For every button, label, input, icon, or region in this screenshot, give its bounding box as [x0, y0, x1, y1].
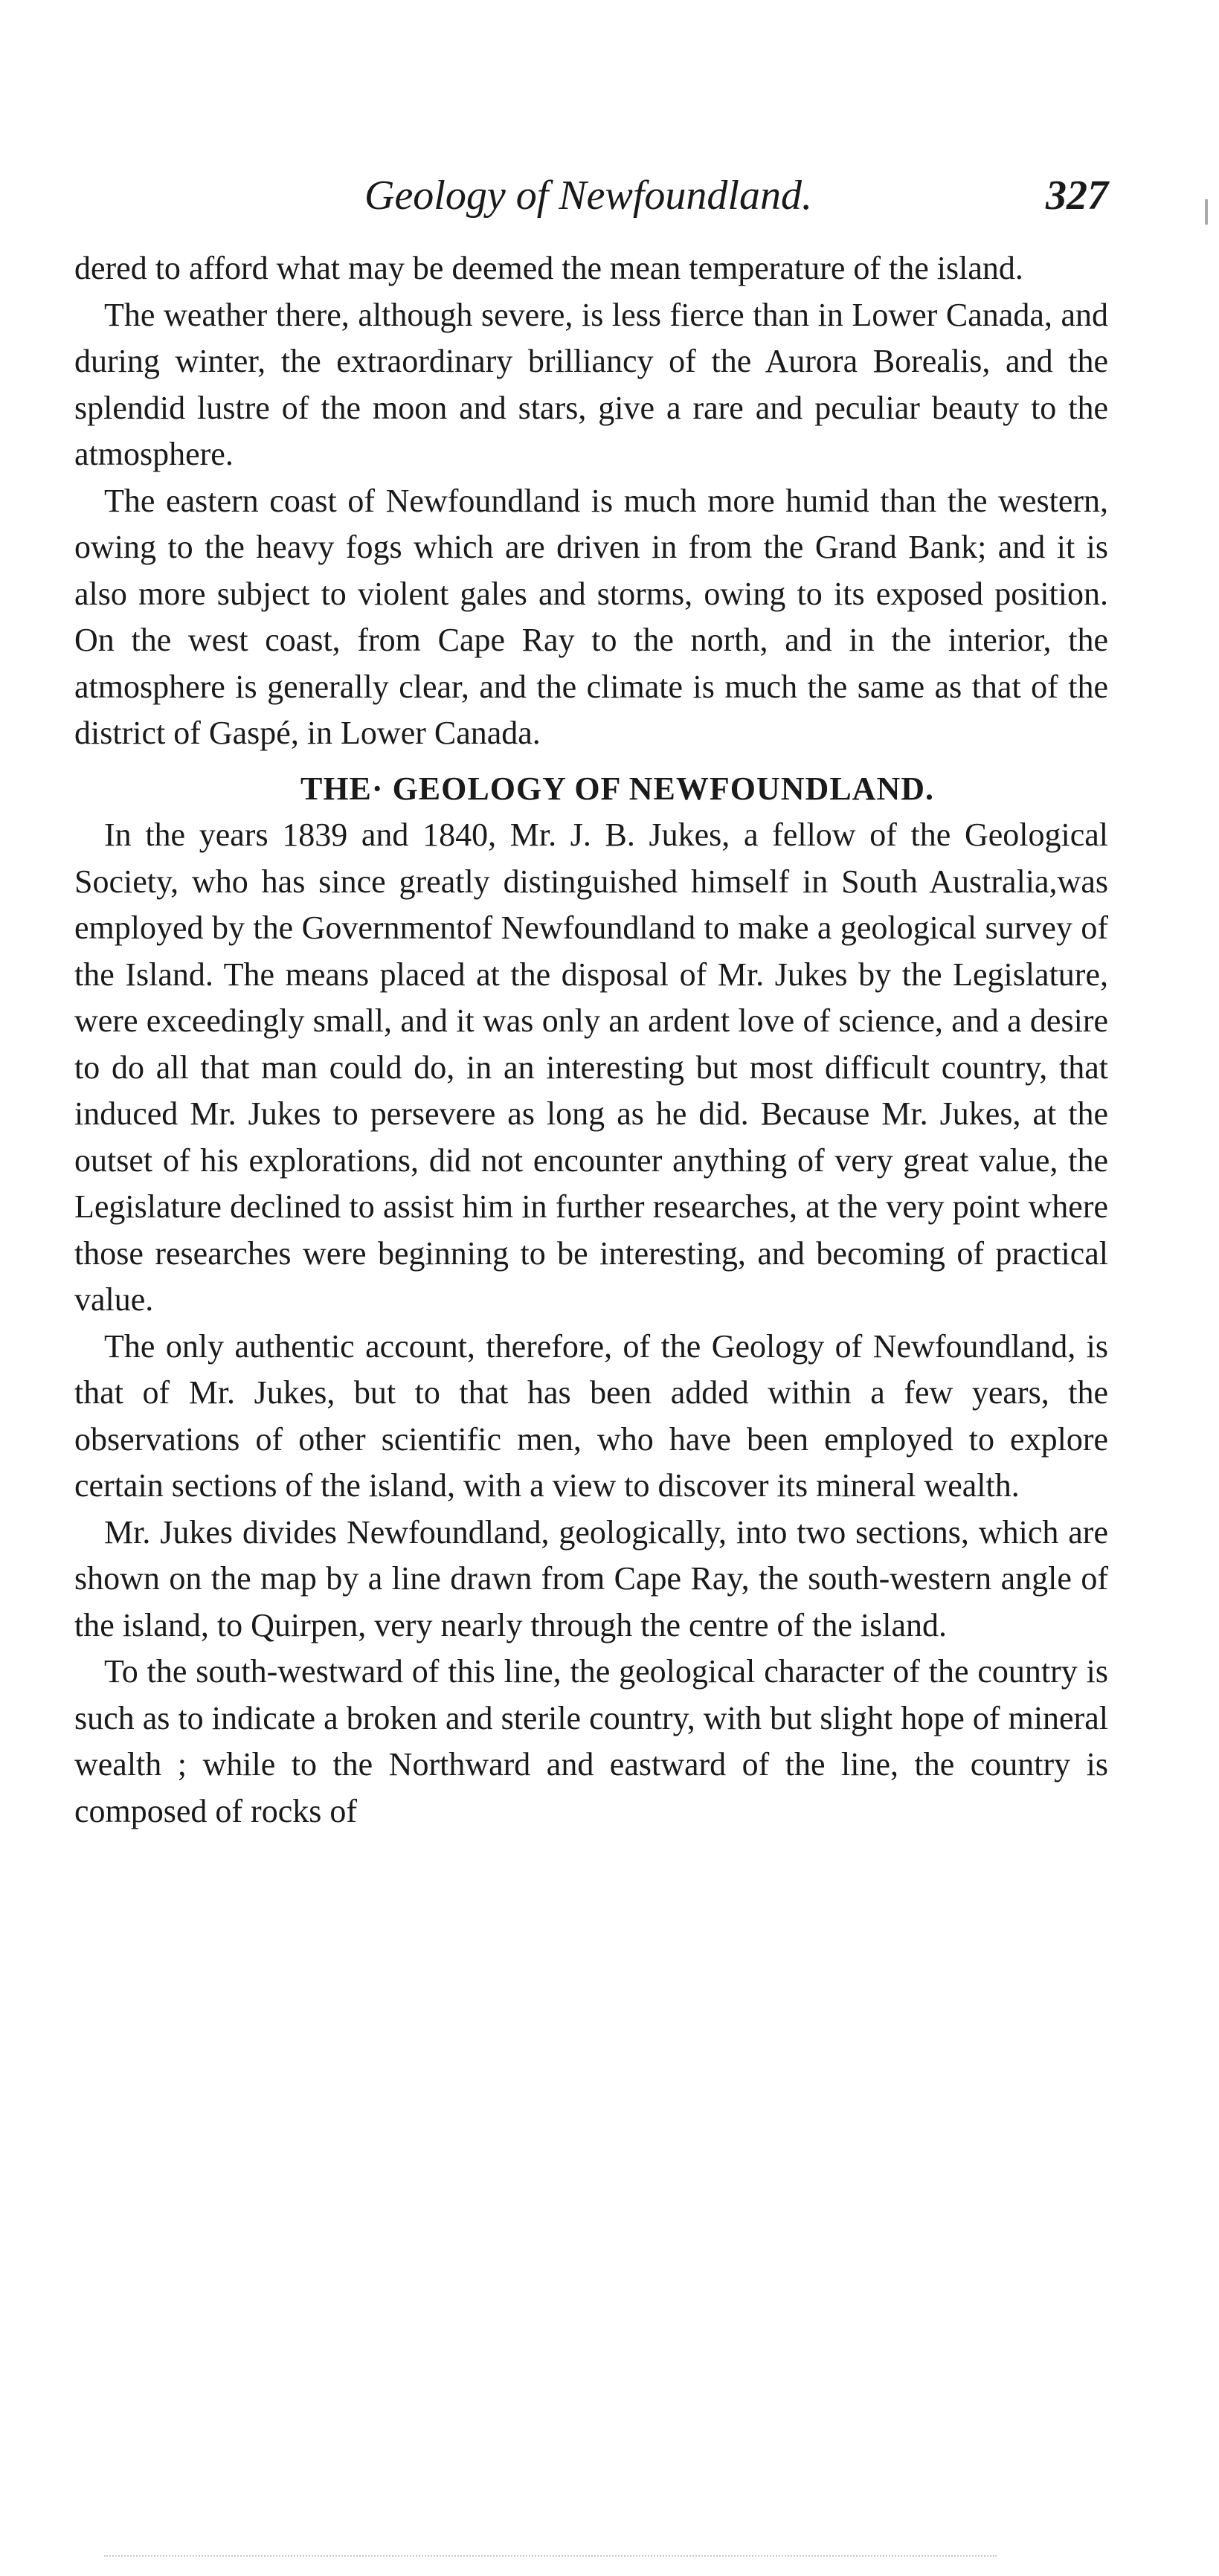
paragraph-jukes-survey: In the years 1839 and 1840, Mr. J. B. Jukes, a fellow of the Geological Society, who has since greatly distinguished himself in South Australia,was employed by the Governmentof Newfoundland to make a geological survey of the Island. The means placed at the disposal of Mr. Jukes by the Legislature, were exceedingly small, and it was only an ardent love of science, and a desire to do all that man could do, in an interesting but most difficult country, that induced Mr. Jukes to persevere as long as he did. Because Mr. Jukes, at the outset of his explorations, did not encounter anything of very great value, the Legislature declined to assist him in further researches, at the very point where those researches were beginning to be interesting, and becoming of practical value.	[74, 817, 1108, 1318]
page-body	[74, 245, 1108, 1835]
page-number: 327	[1046, 173, 1108, 219]
paragraph-weather: The weather there, although severe, is less fierce than in Lower Canada, and during winter, the extraordinary brilliancy of the Aurora Borealis, and the splendid lustre of the moon and stars, give a rare and peculiar beauty to the atmosphere.	[74, 296, 1108, 472]
paragraph-south-westward: To the south-westward of this line, the geological character of the country is such as to indicate a broken and sterile country, with but slight hope of mineral wealth ; while to the Northward and eastward of the line, the country is composed of rocks of	[74, 1653, 1108, 1829]
page-header	[74, 170, 1108, 229]
scan-bottom-noise	[104, 2555, 997, 2559]
section-heading: THE· GEOLOGY OF NEWFOUNDLAND.	[300, 770, 935, 807]
paragraph-continuation: dered to afford what may be deemed the mean temperature of the island.	[74, 250, 1023, 286]
page-edge-mark	[1205, 199, 1208, 225]
paragraph-authentic-account: The only authentic account, therefore, of the Geology of Newfoundland, is that of Mr. Jukes, but to that has been added within a few years, the observations of other scientific men, who have been employed to explore certain sections of the island, with a view to discover its mineral wealth.	[74, 1327, 1108, 1504]
book-page	[74, 0, 1108, 2576]
running-title: Geology of Newfoundland.	[364, 173, 812, 219]
paragraph-eastern-coast: The eastern coast of Newfoundland is much more humid than the western, owing to the heavy fogs which are driven in from the Grand Bank; and it is also more subject to violent gales and storms, owing to its exposed position. On the west coast, from Cape Ray to the north, and in the interior, the atmosphere is generally clear, and the climate is much the same as that of the district of Gaspé, in Lower Canada.	[74, 482, 1108, 751]
paragraph-two-sections: Mr. Jukes divides Newfoundland, geologically, into two sections, which are shown on the map by a line drawn from Cape Ray, the south-western angle of the island, to Quirpen, very nearly through the centre of the island.	[74, 1513, 1108, 1643]
